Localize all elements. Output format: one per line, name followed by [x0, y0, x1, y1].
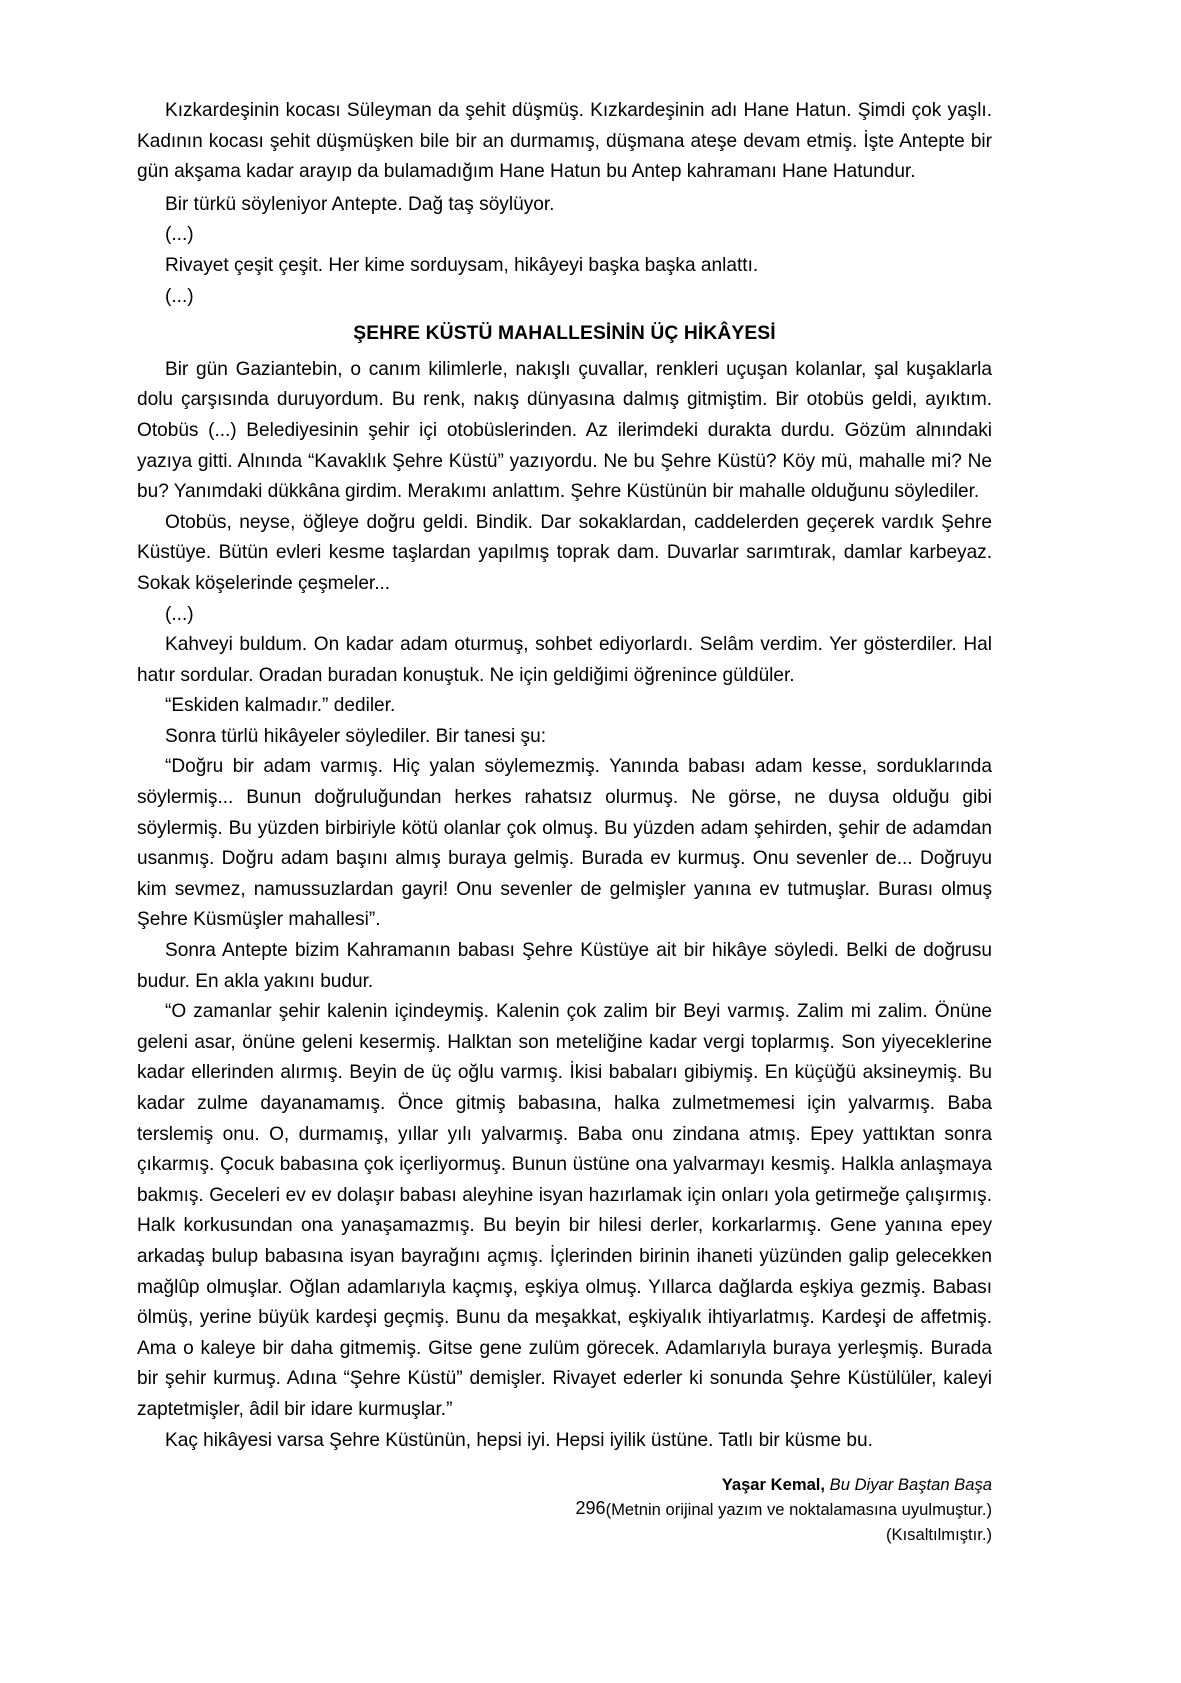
attribution-work-title: Bu Diyar Baştan Başa [829, 1475, 992, 1495]
attribution-note-original-spelling: (Metnin orijinal yazım ve noktalamasına uyulmuştur.) [605, 1500, 992, 1520]
paragraph-5-ellipsis: (...) [165, 285, 194, 307]
page-content [137, 96, 992, 1547]
paragraph-1: Kızkardeşinin kocası Süleyman da şehit düşmüş. Kızkardeşinin adı Hane Hatun. Şimdi çok yaşlı. Kadının kocası şehit düşmüşken bile bir an durmamış, düşmana ateşe devam etmiş. İşte Antepte bir gün akşama kadar arayıp da bulamadığım Hane Hatun bu Antep kahramanı Hane Hatundur. [137, 100, 992, 183]
section-heading: ŞEHRE KÜSTÜ MAHALLESİNİN ÜÇ HİKÂYESİ [353, 323, 776, 345]
paragraph-10-quote: “Eskiden kalmadır.” dediler. [165, 695, 396, 717]
paragraph-3-ellipsis: (...) [165, 224, 194, 246]
paragraph-13: Sonra Antepte bizim Kahramanın babası Şehre Küstüye ait bir hikâye söyledi. Belki de doğrusu budur. En akla yakını budur. [137, 940, 992, 992]
paragraph-4: Rivayet çeşit çeşit. Her kime sorduysam, hikâyeyi başka başka anlattı. [165, 254, 759, 276]
paragraph-7: Otobüs, neyse, öğleye doğru geldi. Bindik. Dar sokaklardan, caddelerden geçerek vardık Şehre Küstüye. Bütün evleri kesme taşlardan yapılmış toprak dam. Duvarlar sarımtırak, damlar karbeyaz. Sokak köşelerinde çeşmeler... [137, 511, 992, 594]
page-number: 296 [575, 1498, 606, 1518]
paragraph-6: Bir gün Gaziantebin, o canım kilimlerle, nakışlı çuvallar, renkleri uçuşan kolanlar, şal kuşaklarla dolu çarşısında duruyordum. Bu renk, nakış dünyasına dalmış gitmiştim. Bir otobüs geldi, ayıktım. Otobüs (...) Belediyesinin şehir içi otobüslerinden. Az ilerimdeki durakta durdu. Gözüm alnındaki yazıya gitti. Alnında “Kavaklık Şehre Küstü” yazıyordu. Ne bu Şehre Küstü? Köy mü, mahalle mi? Ne bu? Yanımdaki dükkâna girdim. Merakımı anlattım. Şehre Küstünün bir mahalle olduğunu söylediler. [137, 358, 992, 503]
paragraph-11: Sonra türlü hikâyeler söylediler. Bir tanesi şu: [165, 725, 546, 747]
attribution-source-line [137, 1472, 992, 1497]
paragraph-2: Bir türkü söyleniyor Antepte. Dağ taş söylüyor. [165, 193, 555, 215]
paragraph-8-ellipsis: (...) [165, 603, 194, 625]
paragraph-9: Kahveyi buldum. On kadar adam oturmuş, sohbet ediyorlardı. Selâm verdim. Yer gösterdiler. Hal hatır sordular. Oradan buradan konuştuk. Ne için geldiğimi öğrenince güldüler. [137, 634, 992, 686]
paragraph-15-closing: Kaç hikâyesi varsa Şehre Küstünün, hepsi iyi. Hepsi iyilik üstüne. Tatlı bir küsme bu. [165, 1429, 873, 1451]
paragraph-12-story-one: “Doğru bir adam varmış. Hiç yalan söylemezmiş. Yanında babası adam kesse, sorduklarında söylermiş... Bunun doğruluğundan herkes rahatsız olurmuş. Ne görse, ne duysa olduğu gibi söylermiş. Bu yüzden birbiriyle kötü olanlar çok olmuş. Bu yüzden adam şehirden, şehir de adamdan usanmış. Doğru adam başını almış buraya gelmiş. Burada ev kurmuş. Onu sevenler de... Doğruyu kim sevmez, namussuzlardan gayri! Onu sevenler de gelmişler yanına ev tutmuşlar. Burası olmuş Şehre Küsmüşler mahallesi”. [137, 756, 992, 931]
paragraph-14-story-two: “O zamanlar şehir kalenin içindeymiş. Kalenin çok zalim bir Beyi varmış. Zalim mi zalim. Önüne geleni asar, önüne geleni kesermiş. Halktan son meteliğine kadar vergi toplarmış. Son yiyeceklerine kadar ellerinden alırmış. Beyin de üç oğlu varmış. İkisi babaları gibiymiş. En küçüğü aksineymiş. Bu kadar zulme dayanamamış. Önce gitmiş babasına, halka zulmetmemesi için yalvarmış. Baba terslemiş onu. O, durmamış, yıllar yılı yalvarmış. Baba onu zindana atmış. Epey yattıktan sonra çıkarmış. Çocuk babasına çok içerliyormuş. Bunun üstüne ona yalvarmayı kesmiş. Halkla anlaşmaya bakmış. Geceleri ev ev dolaşır babası aleyhine isyan hazırlamak için onları yola getirmeğe çalışırmış. Halk korkusundan ona yanaşamazmış. Bu beyin bir hilesi derler, korkarlarmış. Gene yanına epey arkadaş bulup babasına isyan bayrağını açmış. İçlerinden birinin ihaneti yüzünden galip gelecekken mağlûp olmuşlar. Oğlan adamlarıyla kaçmış, eşkiya olmuş. Yıllarca dağlarda eşkiya gezmiş. Babası ölmüş, yerine büyük kardeşi geçmiş. Bunu da meşakkat, eşkiyalık ihtiyarlatmış. Kardeşi de affetmiş. Ama o kaleye bir daha gitmemiş. Gitse gene zulüm görecek. Adamlarıyla buraya yerleşmiş. Burada bir şehir kurmuş. Adına “Şehre Küstü” demişler. Rivayet ederler ki sonunda Şehre Küstülüler, kaleyi zaptetmişler, âdil bir idare kurmuşlar.” [137, 1001, 992, 1420]
attribution-author: Yaşar Kemal, [721, 1475, 826, 1495]
attribution-note-abridged: (Kısaltılmıştır.) [885, 1525, 992, 1545]
